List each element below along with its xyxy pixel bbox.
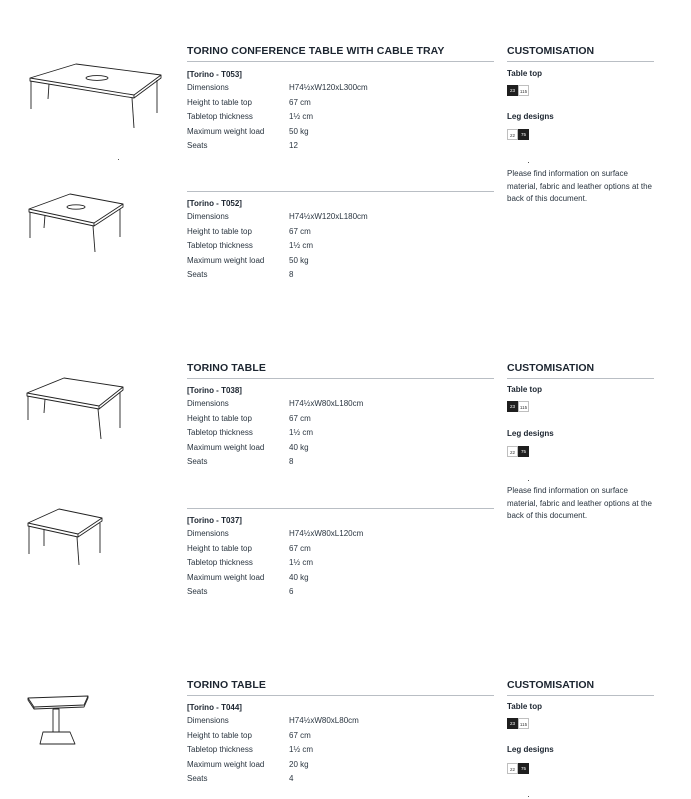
swatch-22: 22 — [507, 129, 518, 140]
swatch-115: 115 — [518, 718, 529, 729]
title-divider — [187, 695, 494, 696]
product-code: [Torino - T037] — [187, 516, 242, 525]
spec-value: 50 kg — [289, 126, 309, 136]
leg-swatches — [507, 763, 529, 774]
spec-label: Maximum weight load — [187, 759, 265, 769]
spec-value: 6 — [289, 587, 294, 596]
spec-label: Dimensions — [187, 83, 229, 92]
spec-label: Seats — [187, 774, 208, 783]
spec-value: 4 — [289, 774, 294, 783]
spec-value: H74½xW80xL80cm — [289, 716, 359, 725]
spec-label: Maximum weight load — [187, 572, 265, 582]
spec-label: Dimensions — [187, 716, 229, 725]
spec-label: Tabletop thickness — [187, 558, 253, 567]
spec-label: Tabletop thickness — [187, 241, 253, 250]
spec-label: Dimensions — [187, 399, 229, 408]
spec-label: Height to table top — [187, 730, 252, 740]
swatch-23: 23 — [507, 85, 518, 96]
square-table-illustration — [26, 693, 92, 749]
spec-value: 1½ cm — [289, 745, 314, 754]
spec-row — [187, 743, 497, 758]
customisation-note: Please find information on surface material, fabric and leather options at the back of this document. — [507, 486, 652, 521]
spec-label: Height to table top — [187, 543, 252, 553]
spec-label: Seats — [187, 141, 208, 150]
customisation-note: Please find information on surface material, fabric and leather options at the back of this document. — [507, 169, 652, 204]
spec-label: Seats — [187, 457, 208, 466]
section-title: TORINO TABLE — [187, 679, 266, 691]
spec-label: Height to table top — [187, 413, 252, 423]
customisation-title: CUSTOMISATION — [507, 362, 595, 374]
spec-value: 67 cm — [289, 543, 311, 553]
spec-value: 40 kg — [289, 442, 309, 452]
spec-row — [187, 714, 497, 729]
product-code: [Torino - T038] — [187, 386, 242, 395]
spec-value: 67 cm — [289, 97, 311, 107]
spec-value: H74½xW120xL180cm — [289, 212, 368, 221]
leg-designs-label: Leg designs — [507, 429, 554, 438]
spec-label: Maximum weight load — [187, 442, 265, 452]
spec-label: Seats — [187, 270, 208, 279]
spec-label: Tabletop thickness — [187, 745, 253, 754]
spec-value: 8 — [289, 457, 294, 466]
spec-label: Dimensions — [187, 529, 229, 538]
swatch-22: 22 — [507, 763, 518, 774]
spec-label: Maximum weight load — [187, 126, 265, 136]
leg-designs-label: Leg designs — [507, 745, 554, 754]
table-top-label: Table top — [507, 702, 542, 711]
spec-value: 67 cm — [289, 730, 311, 740]
swatch-115: 115 — [518, 85, 529, 96]
spec-row — [187, 729, 497, 744]
spec-value: H74½xW80xL180cm — [289, 399, 364, 408]
spec-label: Height to table top — [187, 97, 252, 107]
spec-label: Maximum weight load — [187, 255, 265, 265]
swatch-75: 75 — [518, 763, 529, 774]
spec-value: 50 kg — [289, 255, 309, 265]
spec-value: 67 cm — [289, 226, 311, 236]
spec-label: Tabletop thickness — [187, 112, 253, 121]
spec-value: 1½ cm — [289, 558, 314, 567]
swatch-22: 22 — [507, 446, 518, 457]
table-top-label: Table top — [507, 69, 542, 78]
swatch-23: 23 — [507, 401, 518, 412]
product-code: [Torino - T044] — [187, 703, 242, 712]
section-title: TORINO TABLE — [187, 362, 266, 374]
spec-value: 1½ cm — [289, 241, 314, 250]
swatch-23: 23 — [507, 718, 518, 729]
customisation-title: CUSTOMISATION — [507, 679, 595, 691]
product-block — [187, 701, 497, 787]
spec-label: Dimensions — [187, 212, 229, 221]
table-top-label: Table top — [507, 385, 542, 394]
spec-label: Seats — [187, 587, 208, 596]
spec-value: H74½xW120xL300cm — [289, 83, 368, 92]
table-top-swatches — [507, 718, 529, 729]
spec-value: 8 — [289, 270, 294, 279]
swatch-75: 75 — [518, 446, 529, 457]
section-title: TORINO CONFERENCE TABLE WITH CABLE TRAY — [187, 45, 445, 57]
spec-value: 20 kg — [289, 759, 309, 769]
swatch-115: 115 — [518, 401, 529, 412]
product-code: [Torino - T052] — [187, 199, 242, 208]
customisation-title: CUSTOMISATION — [507, 45, 595, 57]
customisation-divider — [507, 695, 654, 696]
product-code: [Torino - T053] — [187, 70, 242, 79]
spec-value: 1½ cm — [289, 112, 314, 121]
spec-value: H74½xW80xL120cm — [289, 529, 364, 538]
spec-value: 1½ cm — [289, 428, 314, 437]
spec-value: 67 cm — [289, 413, 311, 423]
swatch-75: 75 — [518, 129, 529, 140]
spec-value: 40 kg — [289, 572, 309, 582]
spec-label: Tabletop thickness — [187, 428, 253, 437]
spec-label: Height to table top — [187, 226, 252, 236]
spec-value: 12 — [289, 141, 298, 150]
dot — [528, 796, 529, 797]
spec-row — [187, 772, 497, 787]
spec-row — [187, 758, 497, 773]
leg-designs-label: Leg designs — [507, 112, 554, 121]
